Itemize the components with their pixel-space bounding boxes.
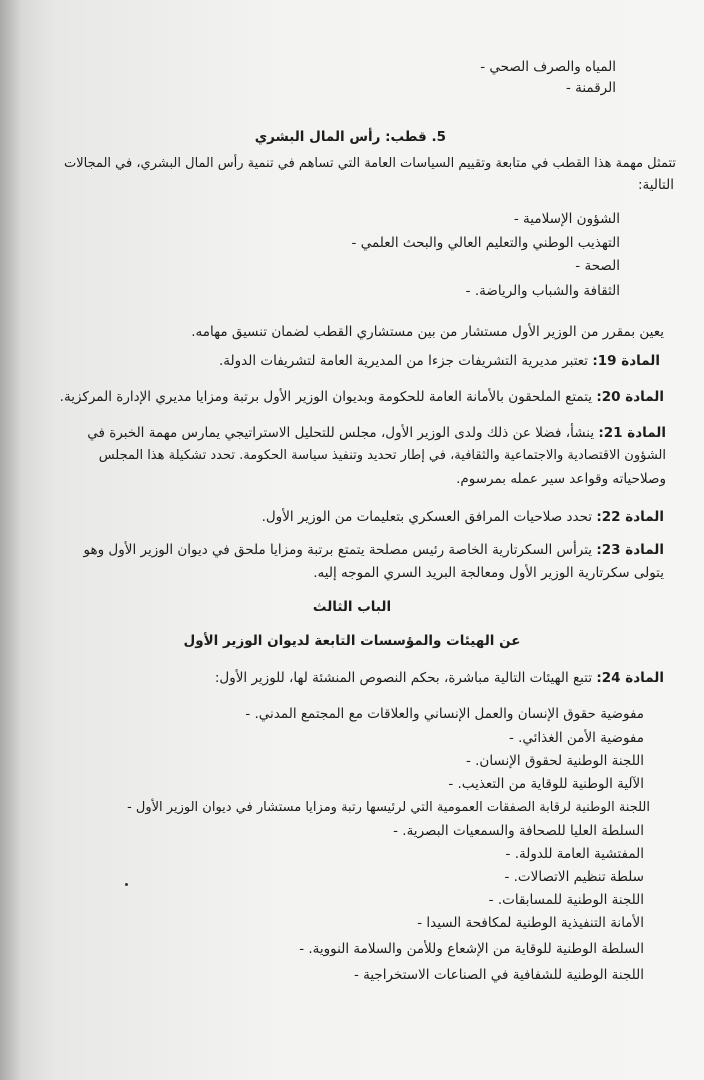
article-text: يتمتع الملحقون بالأمانة العامة للحكومة وبديوان الوزير الأول برتبة ومزايا مديري الإدارة المركزية.: [59, 389, 593, 405]
list-item: الشؤون الإسلامية -: [514, 210, 620, 228]
chapter-title: الباب الثالث: [312, 599, 392, 615]
article-23: [84, 541, 664, 559]
ink-speck: [125, 883, 128, 886]
list-item: الثقافة والشباب والرياضة. -: [466, 282, 620, 300]
article-text: تعتبر مديرية التشريفات جزءا من المديرية العامة لتشريفات الدولة.: [219, 353, 589, 369]
article-text: يترأس السكرتارية الخاصة رئيس مصلحة يتمتع برتبة ومزايا ملحق في ديوان الوزير الأول وهو: [83, 542, 593, 558]
paragraph-line: الشؤون الاقتصادية والاجتماعية والثقافية، في إطار تحديد وتنفيذ سياسة الحكومة. تحدد تشكيلة هذا المجلس: [98, 448, 666, 463]
article-label: المادة 23:: [596, 542, 664, 558]
article-label: المادة 20:: [596, 389, 664, 405]
article-text: ينشأ، فضلا عن ذلك ولدى الوزير الأول، مجلس للتحليل الاستراتيجي يمارس مهمة الخبرة في: [87, 425, 595, 441]
list-item: التهذيب الوطني والتعليم العالي والبحث العلمي -: [352, 234, 620, 252]
paragraph-line: يتولى سكرتارية الوزير الأول ومعالجة البريد السري الموجه إليه.: [313, 565, 664, 581]
list-item: مفوضية الأمن الغذائي. -: [509, 729, 644, 747]
article-label: المادة 21:: [598, 425, 666, 441]
list-item: الآلية الوطنية للوقاية من التعذيب. -: [448, 775, 644, 793]
list-item: اللجنة الوطنية لحقوق الإنسان. -: [466, 752, 644, 770]
article-19: [219, 352, 660, 370]
article-22: [262, 508, 664, 526]
list-item: الرقمنة -: [566, 79, 616, 97]
list-item: اللجنة الوطنية لرقابة الصفقات العمومية التي لرئيسها رتبة ومزايا مستشار في ديوان الوزير الأول -: [127, 799, 650, 817]
paragraph: يعين بمقرر من الوزير الأول مستشار من بين مستشاري القطب لضمان تنسيق مهامه.: [191, 324, 664, 340]
article-20: [60, 388, 664, 406]
article-21: [87, 424, 666, 442]
list-item: السلطة العليا للصحافة والسمعيات البصرية. -: [393, 822, 644, 840]
list-item: المفتشية العامة للدولة. -: [506, 845, 644, 863]
list-item: اللجنة الوطنية للمسابقات. -: [489, 891, 644, 909]
article-label: المادة 24:: [596, 670, 664, 686]
list-item: المياه والصرف الصحي -: [480, 58, 616, 76]
paragraph-line: التالية:: [637, 177, 674, 193]
list-item: اللجنة الوطنية للشفافية في الصناعات الاستخراجية -: [354, 966, 644, 984]
article-label: المادة 19:: [592, 353, 660, 369]
list-item: مفوضية حقوق الإنسان والعمل الإنساني والعلاقات مع المجتمع المدني. -: [245, 705, 644, 723]
paragraph-line: وصلاحياته وقواعد سير عمله بمرسوم.: [456, 471, 666, 487]
section-title: 5. قطب: رأس المال البشري: [254, 129, 446, 145]
article-text: تحدد صلاحيات المرافق العسكري بتعليمات من الوزير الأول.: [261, 509, 593, 525]
article-label: المادة 22:: [596, 509, 664, 525]
chapter-subtitle: عن الهيئات والمؤسسات التابعة لديوان الوزير الأول: [183, 633, 521, 649]
list-item: سلطة تنظيم الاتصالات. -: [504, 868, 644, 886]
list-item: الصحة -: [575, 257, 620, 275]
article-text: تتبع الهيئات التالية مباشرة، بحكم النصوص المنشئة لها، للوزير الأول:: [214, 670, 593, 686]
list-item: الأمانة التنفيذية الوطنية لمكافحة السيدا -: [417, 914, 644, 932]
paragraph-line: تتمثل مهمة هذا القطب في متابعة وتقييم السياسات العامة التي تساهم في تنمية رأس المال البشري، في المجالات: [63, 156, 676, 171]
page-edge-shadow: [0, 0, 22, 1080]
article-24: [215, 669, 664, 687]
list-item: السلطة الوطنية للوقاية من الإشعاع وللأمن والسلامة النووية. -: [299, 940, 644, 958]
